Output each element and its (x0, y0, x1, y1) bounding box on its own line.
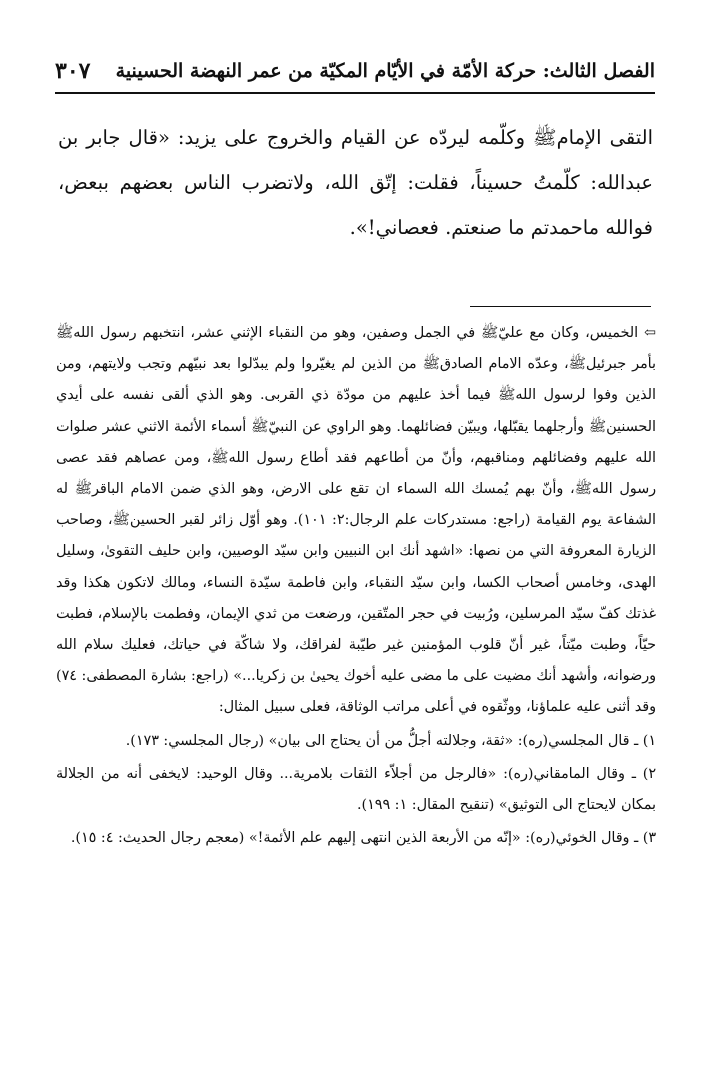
page-number: ٣٠٧ (55, 58, 91, 84)
footnote-text: الخميس، وكان مع عليّﷺ في الجمل وصفين، وهو من النقباء الإثني عشر، انتخبهم رسول اللهﷺ بأمر جبرئيلﷺ، وعدّه الامام الصادقﷺ من الذين لم يغيّروا ولم يبدّلوا بعد نبيّهم وتجب ولايتهم، ومن الذين وفوا لرسول اللهﷺ فيما أخذ عليهم من مودّة ذي القربى. وهو الذي ألقى نفسه على أيدي الحسنينﷺ وأرجلهما يقبّلها، ويبيّن فضائلهما. وهو الراوي عن النبيّﷺ أسماء الأئمة الاثني عشر صلوات الله عليهم وفضائلهم ومناقبهم، وأنّ من أطاعهم فقد أطاع رسول اللهﷺ، ومن عصاهم فقد عصى رسول اللهﷺ، وأنّ بهم يُمسك الله السماء ان تقع على الارض، وهو الذي ضمن الامام الباقرﷺ له الشفاعة يوم القيامة (راجع: مستدركات علم الرجال:٢: ١٠١). وهو أوّل زائر لقبر الحسينﷺ، وصاحب الزيارة المعروفة التي من نصها: «اشهد أنك ابن النبيين وابن سيّد الوصيين، وابن حليف التقوىٰ، وسليل الهدى، وخامس أصحاب الكسا، وابن سيّد النقباء، وابن فاطمة سيّدة النساء، ومالك لاتكون هكذا وقد غذتك كفّ سيّد المرسلين، ورُبيت في حجر المتّقين، ورضعت من ثدي الإيمان، وفطمت بالإسلام، فطبت حيّاً، وطبت ميّتاً، غير أنّ قلوب المؤمنين غير طيّبة لفراقك، ولا شاكّة في حياتك، فعليك سلام الله ورضوانه، وأشهد أنك مضيت على ما مضى عليه أخوك يحيىٰ بن زكريا...» (راجع: بشارة المصطفى: ٧٤) وقد أثنى عليه علماؤنا، ووثّقوه في أعلى مراتب الوثاقة، فعلى سبيل المثال: (56, 325, 656, 716)
main-text (58, 115, 653, 250)
header-divider (55, 92, 655, 94)
continuation-arrow-icon: ⇦ (644, 325, 657, 341)
page-header (55, 52, 655, 90)
footnote-paragraph (56, 318, 656, 724)
footnotes (56, 318, 656, 854)
footnote-item: ٢) ـ وقال المامقاني(ره): «فالرجل من أجلاّء الثقات بلامرية... وقال الوحيد: لايخفى أنه من الجلالة بمكان لايحتاج الى التوثيق» (تنقيح المقال: ١: ١٩٩). (56, 765, 656, 814)
footnote-item: ١) ـ قال المجلسي(ره): «ثقة، وجلالته أجلُّ من أن يحتاج الى بيان» (رجال المجلسي: ١٧٣). (125, 732, 656, 749)
chapter-title: الفصل الثالث: حركة الأمّة في الأيّام المكيّة من عمر النهضة الحسينية (115, 60, 655, 82)
footnote-divider (470, 306, 651, 307)
footnote-item: ٣) ـ وقال الخوئي(ره): «إنّه من الأربعة الذين انتهى إليهم علم الأئمة!» (معجم رجال الحديث: ٤: ١٥). (70, 830, 656, 847)
main-paragraph: التقى الإمامﷺ وكلّمه ليردّه عن القيام والخروج على يزيد: «قال جابر بن عبدالله: كلّمتُ حسيناً، فقلت: إتّق الله، ولاتضرب الناس بعضهم ببعض، فوالله ماحمدتم ما صنعتم. فعصاني!». (58, 126, 653, 239)
